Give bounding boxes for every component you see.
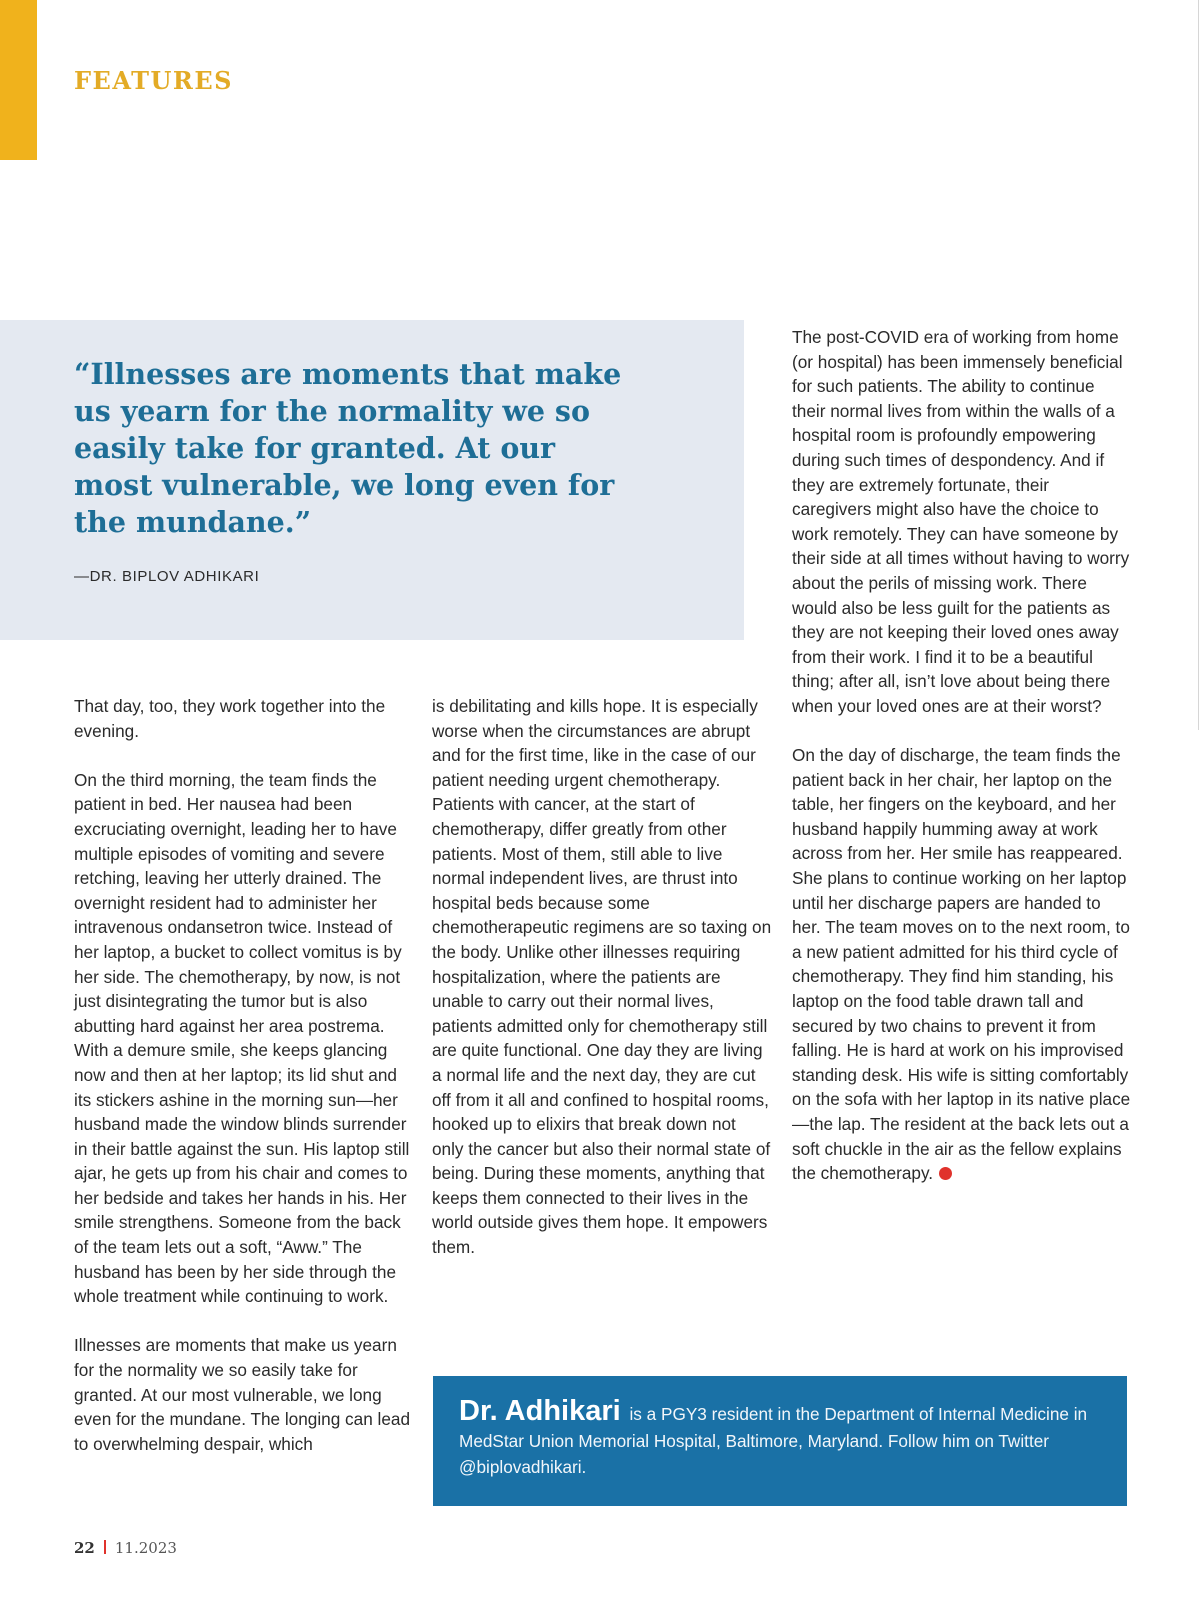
paragraph: is debilitating and kills hope. It is especially worse when the circumstances are abrupt and for the first time, like in the case of our patient needing urgent chemotherapy. Patients with cancer, at the start of chemotherapy, differ greatly from other patients. Most of them, still able to live normal independent lives, are thrust into hospital beds because some chemotherapeutic regimens are so taxing on the body. Unlike other illnesses requiring hospitalization, where the patients are unable to carry out their normal lives, patients admitted only for chemotherapy still are quite functional. One day they are living a normal life and the next day, they are cut off from it all and confined to hospital rooms, hooked up to elixirs that break down not only the cancer but also their normal state of being. During these moments, anything that keeps them connected to their lives in the world outside gives them hope. It empowers them. — [432, 696, 772, 1258]
paragraph — [792, 743, 1132, 1186]
pull-quote-text: “Illnesses are moments that make us yearn for the normality we so easily take for granted. At our most vulnerable, we long even for the mundane.” — [74, 357, 622, 539]
section-label: FEATURES — [74, 66, 233, 95]
author-bio — [459, 1395, 1111, 1481]
paragraph-text: On the day of discharge, the team finds the patient back in her chair, her laptop on the table, her fingers on the keyboard, and her husband happily humming away at work across from her. Her smile has reappeared. She plans to continue working on her laptop until her discharge papers are handed to her. The team moves on to the next room, to a new patient admitted for his third cycle of chemotherapy. They find him standing, his laptop on the food table drawn tall and secured by two chains to prevent it from falling. He is hard at work on his improvised standing desk. His wife is sitting comfortably on the sofa with her laptop in its native place—the lap. The resident at the back lets out a soft chuckle in the air as the fellow explains the chemotherapy. — [792, 745, 1131, 1184]
author-bio-text: is a PGY3 resident in the Department of Internal Medicine in MedStar Union Memorial Hospital, Baltimore, Maryland. Follow him on Twitter @biplovadhikari. — [459, 1404, 1088, 1477]
paragraph: That day, too, they work together into the evening. — [74, 696, 386, 741]
pull-quote-attribution: —DR. BIPLOV ADHIKARI — [74, 568, 260, 585]
page-footer — [74, 1539, 177, 1557]
page-number: 22 — [74, 1539, 95, 1557]
issue-date: 11.2023 — [114, 1539, 177, 1557]
page-edge-rule — [1198, 0, 1199, 730]
author-bio-box — [433, 1376, 1127, 1506]
footer-divider — [104, 1540, 106, 1554]
paragraph: On the third morning, the team finds the patient in bed. Her nausea had been excruciating overnight, leading her to have multiple episodes of vomiting and severe retching, leaving her utterly drained. The overnight resident had to administer her intravenous ondansetron twice. Instead of her laptop, a bucket to collect vomitus is by her side. The chemotherapy, by now, is not just disintegrating the tumor but is also abutting hard against her area postrema. With a demure smile, she keeps glancing now and then at her laptop; its lid shut and its stickers ashine in the morning sun—her husband made the window blinds surrender in their battle against the sun. His laptop still ajar, he gets up from his chair and comes to her bedside and takes her hands in his. Her smile strengthens. Someone from the back of the team lets out a soft, “Aww.” The husband has been by her side through the whole treatment while continuing to work. — [74, 769, 410, 1307]
article-column-3 — [792, 325, 1132, 1186]
paragraph: Illnesses are moments that make us yearn for the normality we so easily take for granted. At our most vulnerable, we long even for the mundane. The longing can lead to overwhelming despair, which — [74, 1335, 411, 1454]
author-name: Dr. Adhikari — [459, 1395, 621, 1427]
article-column-1 — [74, 694, 414, 1456]
article-column-2 — [432, 694, 772, 1260]
paragraph: The post-COVID era of working from home (or hospital) has been immensely beneficial for such patients. The ability to continue their normal lives from within the walls of a hospital room is profoundly empowering during such times of despondency. And if they are extremely fortunate, their caregivers might also have the choice to work remotely. They can have someone by their side at all times without having to worry about the perils of missing work. There would also be less guilt for the patients as they are not keeping their loved ones away from their work. I find it to be a beautiful thing; after all, isn’t love about being there when your loved ones are at their worst? — [792, 327, 1130, 716]
section-color-tab — [0, 0, 37, 160]
end-of-article-dot-icon — [939, 1167, 952, 1180]
